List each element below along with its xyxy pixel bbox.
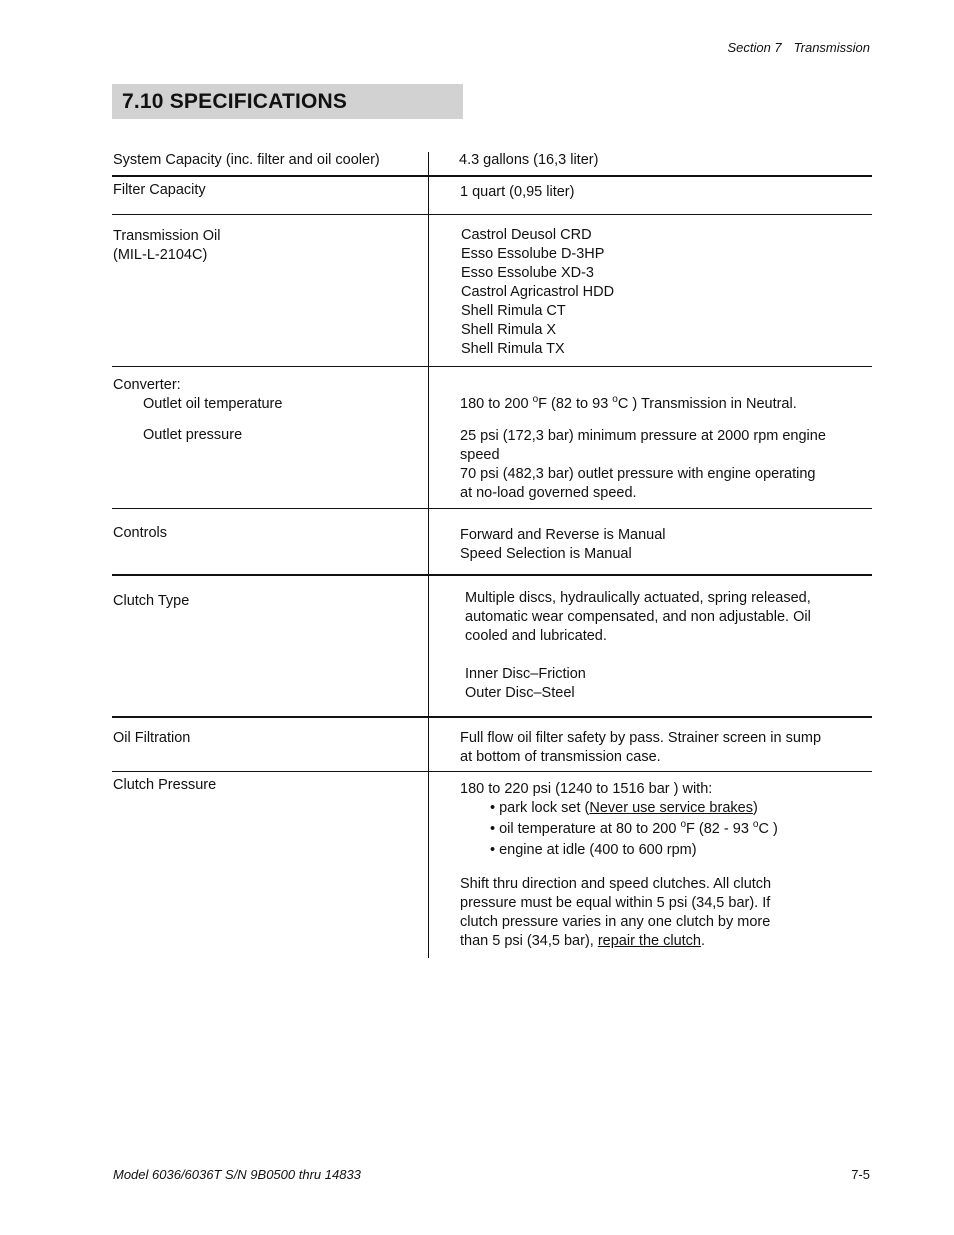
- bullet-text: • oil temperature at 80 to 200: [490, 821, 681, 837]
- oil-filtration-label: Oil Filtration: [113, 730, 191, 746]
- text-line: Outer Disc–Steel: [465, 685, 575, 701]
- row-divider: [112, 574, 872, 576]
- temp-part: F (82 to 93: [538, 396, 613, 412]
- never-use-service-brakes-link: Never use service brakes: [589, 800, 753, 816]
- degree-symbol: o: [532, 394, 539, 405]
- text-line: pressure must be equal within 5 psi (34,5 bar). If: [460, 895, 771, 911]
- converter-label: Converter:: [113, 377, 181, 393]
- filter-capacity-value: 1 quart (0,95 liter): [460, 184, 575, 200]
- oil-brand-item: Esso Essolube D-3HP: [461, 246, 605, 262]
- temp-part: C ) Transmission in Neutral.: [617, 396, 797, 412]
- spacer: [460, 860, 778, 875]
- column-divider: [428, 152, 429, 958]
- text-line: 70 psi (482,3 bar) outlet pressure with engine operating: [460, 466, 816, 482]
- controls-value: [460, 526, 666, 564]
- oil-brand-list: [461, 226, 614, 359]
- text-line: Multiple discs, hydraulically actuated, spring released,: [465, 590, 811, 606]
- text-part: .: [701, 933, 706, 949]
- repair-the-clutch-link: repair the clutch: [597, 933, 701, 949]
- temp-part: 180 to 200: [460, 396, 533, 412]
- bullet-text: F (82 - 93: [686, 821, 753, 837]
- text-line: Forward and Reverse is Manual: [460, 527, 666, 543]
- row-divider: [112, 771, 872, 772]
- outlet-oil-temperature-label: Outlet oil temperature: [143, 396, 283, 412]
- clutch-pressure-label: Clutch Pressure: [113, 777, 217, 793]
- text-line: automatic wear compensated, and non adjustable. Oil: [465, 609, 811, 625]
- oil-filtration-value: [460, 729, 821, 767]
- clutch-pressure-value: [460, 780, 778, 951]
- text-line: [460, 932, 778, 951]
- transmission-oil-label: [113, 227, 220, 265]
- text-line: at no-load governed speed.: [460, 485, 637, 501]
- header-section: Section 7: [727, 40, 782, 55]
- row-divider: [112, 366, 872, 367]
- text-part: than 5 psi (34,5 bar),: [460, 933, 598, 949]
- transmission-oil-spec: (MIL-L-2104C): [113, 247, 208, 263]
- bullet-text: ): [752, 800, 758, 816]
- header-chapter: Transmission: [793, 40, 870, 55]
- degree-symbol: o: [680, 819, 687, 830]
- bullet-item: [460, 820, 778, 839]
- oil-brand-item: Shell Rimula X: [461, 322, 557, 338]
- oil-brand-item: Shell Rimula CT: [461, 303, 566, 319]
- bullet-item: • engine at idle (400 to 600 rpm): [490, 842, 697, 858]
- row-divider: [112, 214, 872, 215]
- degree-symbol: o: [612, 394, 618, 405]
- bullet-text: C ): [758, 821, 778, 837]
- running-header: [727, 40, 870, 55]
- clutch-type-label: Clutch Type: [113, 593, 190, 609]
- oil-brand-item: Esso Essolube XD-3: [461, 265, 594, 281]
- text-line: Speed Selection is Manual: [460, 546, 632, 562]
- text-line: clutch pressure varies in any one clutch by more: [460, 914, 771, 930]
- row-divider: [112, 716, 872, 718]
- outlet-oil-temperature-value: [460, 395, 797, 414]
- filter-capacity-label: Filter Capacity: [113, 182, 206, 198]
- text-line: at bottom of transmission case.: [460, 749, 661, 765]
- row-divider: [112, 175, 872, 177]
- bullet-text: • park lock set (: [490, 800, 590, 816]
- section-title: 7.10 SPECIFICATIONS: [112, 84, 463, 119]
- page-number: 7-5: [851, 1167, 870, 1182]
- text-line: Shift thru direction and speed clutches. All clutch: [460, 876, 772, 892]
- text-line: Inner Disc–Friction: [465, 666, 586, 682]
- text-line: speed: [460, 447, 500, 463]
- system-capacity-label: System Capacity (inc. filter and oil cooler): [113, 152, 380, 168]
- row-divider: [112, 508, 872, 509]
- clutch-type-value: [465, 589, 811, 703]
- bullet-item: [460, 799, 778, 818]
- controls-label: Controls: [113, 525, 167, 541]
- text-line: Full flow oil filter safety by pass. Strainer screen in sump: [460, 730, 822, 746]
- oil-brand-item: Castrol Agricastrol HDD: [461, 284, 615, 300]
- oil-brand-item: Shell Rimula TX: [461, 341, 565, 357]
- spacer: [465, 646, 811, 665]
- outlet-pressure-value: [460, 427, 826, 503]
- outlet-pressure-label: Outlet pressure: [143, 427, 243, 443]
- oil-brand-item: Castrol Deusol CRD: [461, 227, 592, 243]
- degree-symbol: o: [752, 819, 759, 830]
- system-capacity-value: 4.3 gallons (16,3 liter): [459, 152, 599, 168]
- footer-model: Model 6036/6036T S/N 9B0500 thru 14833: [113, 1167, 361, 1182]
- text-line: 180 to 220 psi (1240 to 1516 bar ) with:: [460, 781, 713, 797]
- text-line: cooled and lubricated.: [465, 628, 607, 644]
- transmission-oil-label-line: Transmission Oil: [113, 228, 221, 244]
- text-line: 25 psi (172,3 bar) minimum pressure at 2000 rpm engine: [460, 428, 826, 444]
